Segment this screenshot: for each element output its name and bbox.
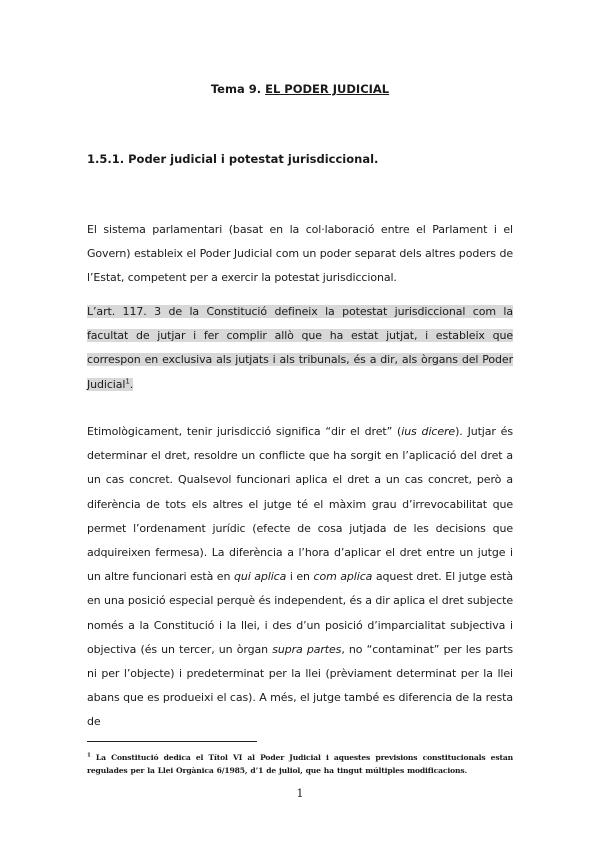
- term-com-aplica: com aplica: [313, 570, 373, 584]
- term-qui-aplica: qui aplica: [233, 570, 287, 584]
- footnote-text: La Constitució dedica el Títol VI al Poder Judicial i aquestes previsions constitucionals estan regulades per la Llei Orgànica 6/1985, d’1 de juliol, que ha tingut múltiples modificacions.: [87, 753, 513, 775]
- page-number: 1: [296, 787, 304, 800]
- page-title: [0, 82, 600, 96]
- term-ius-dicere: ius dicere: [401, 425, 456, 438]
- p3-s3: i en: [286, 570, 314, 584]
- p3-s2: ). Jutjar és determinar el dret, resoldre un conflicte que ha sorgit en l’aplicació del dret a un cas concret. Qualsevol funcionari aplica el dret a un cas concret, però a diferència de tots els altres el jutge té el màxim grau d’irrevocabilitat que permet l’ordenament jurídic (efecte de cosa jutjada de les decisions que adquireixen fermesa). La diferència a l’hora d’aplicar el dret entre un jutge i un altre funcionari està en: [87, 425, 513, 584]
- title-prefix: Tema 9.: [210, 82, 266, 96]
- highlighted-text: [87, 305, 513, 391]
- term-supra-partes: supra partes: [272, 642, 342, 656]
- p3-s5: , no “contaminat” per les parts ni per l’objecte) i predeterminat per la llei (prèviament determinat per la llei abans que es produeixi el cas). A més, el jutge també es diferencia de la resta de: [87, 642, 513, 729]
- paragraph-2-text: L’art. 117. 3 de la Constitució defineix la potestat jurisdiccional com la facultat de jutjar i fer complir allò que ha estat jutjat, i estableix que correspon en exclusiva als jutjats i als tribunals, és a dir, als òrgans del Poder Judicial: [87, 305, 513, 391]
- footnote-divider: [87, 741, 257, 742]
- footnote-ref[interactable]: 1: [125, 376, 130, 385]
- footnote-number: 1: [87, 752, 91, 759]
- p3-s1: Etimològicament, tenir jurisdicció significa “dir el dret” (: [87, 425, 402, 438]
- paragraph-3: [87, 420, 513, 735]
- footnote: [87, 751, 513, 777]
- paragraph-2-highlighted: [87, 300, 513, 397]
- p3-s4: aquest dret. El jutge està en una posició especial perquè és independent, és a dir aplica el dret subjecte només a la Constitució i la llei, i des d’un posició d’imparcialitat subjectiva i objectiva (és un tercer, un òrgan: [87, 570, 513, 656]
- paragraph-1: El sistema parlamentari (basat en la col·laboració entre el Parlament i el Govern) estableix el Poder Judicial com un poder separat dels altres poders de l’Estat, competent per a exercir la potestat jurisdiccional.: [87, 223, 513, 285]
- paragraph-2-end: .: [129, 377, 134, 391]
- section-heading: 1.5.1. Poder judicial i potestat jurisdiccional.: [87, 152, 379, 166]
- title-underlined: EL PODER JUDICIAL: [265, 82, 390, 96]
